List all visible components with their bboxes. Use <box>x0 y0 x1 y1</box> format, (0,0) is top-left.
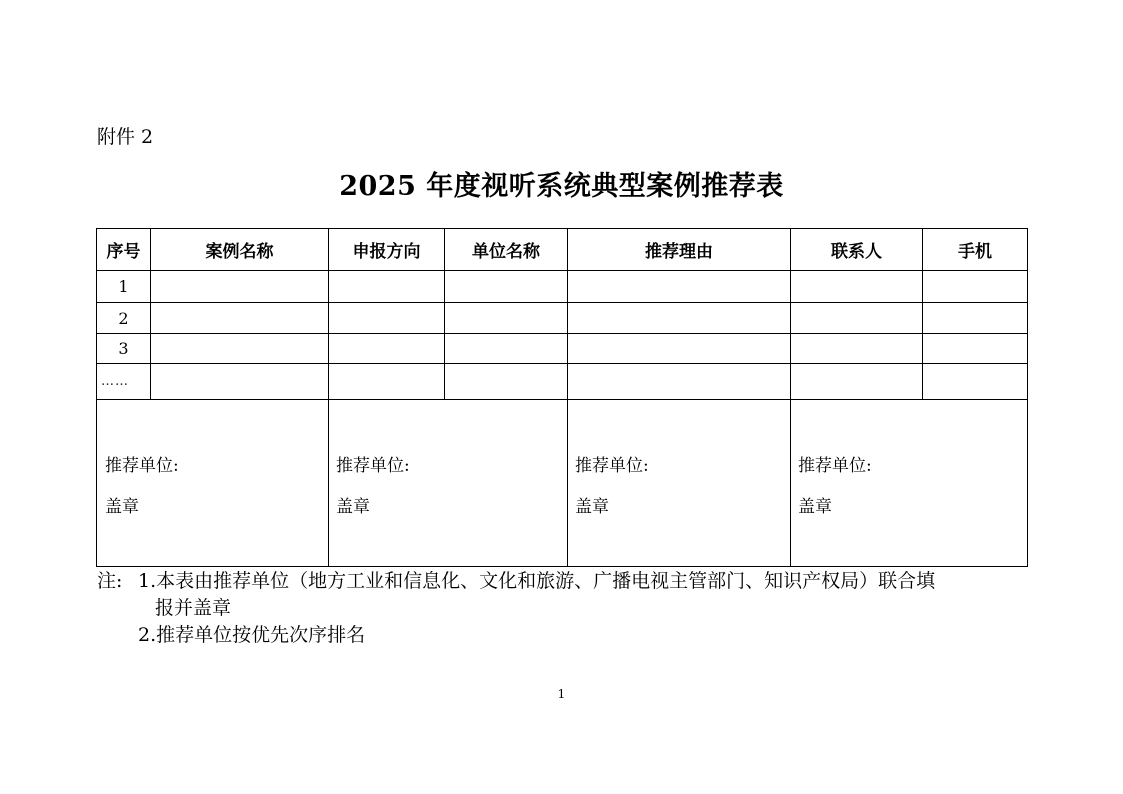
header-unit-name: 单位名称 <box>445 229 568 271</box>
cell-phone[interactable] <box>923 271 1028 303</box>
signature-seal-label: 盖章 <box>105 497 139 517</box>
cell-unit-name[interactable] <box>445 303 568 334</box>
header-phone: 手机 <box>923 229 1028 271</box>
header-direction: 申报方向 <box>329 229 445 271</box>
signature-unit-label: 推荐单位: <box>798 456 872 476</box>
cell-reason[interactable] <box>568 334 791 364</box>
note-item-1: 1.本表由推荐单位（地方工业和信息化、文化和旅游、广播电视主管部门、知识产权局）联合填 <box>138 570 936 592</box>
cell-reason[interactable] <box>568 303 791 334</box>
signature-unit-label: 推荐单位: <box>105 456 179 476</box>
table-row <box>97 271 1028 303</box>
header-seq: 序号 <box>97 229 151 271</box>
row-index: 2 <box>97 303 151 334</box>
signature-seal-label: 盖章 <box>575 497 609 517</box>
header-contact: 联系人 <box>791 229 923 271</box>
signature-unit-label: 推荐单位: <box>336 456 410 476</box>
cell-case-name[interactable] <box>151 334 329 364</box>
table-row <box>97 334 1028 364</box>
signature-row <box>97 400 1028 567</box>
cell-direction[interactable] <box>329 334 445 364</box>
signature-cell <box>97 400 329 567</box>
note-line <box>97 568 935 595</box>
signature-seal-label: 盖章 <box>336 497 370 517</box>
row-index: 3 <box>97 334 151 364</box>
cell-contact[interactable] <box>791 334 923 364</box>
signature-cell <box>791 400 1028 567</box>
cell-direction[interactable] <box>329 303 445 334</box>
document-title: 2025 年度视听系统典型案例推荐表 <box>339 171 784 202</box>
note-item-2: 2.推荐单位按优先次序排名 <box>138 624 366 646</box>
cell-phone[interactable] <box>923 303 1028 334</box>
recommendation-table <box>96 228 1028 567</box>
signature-cell <box>568 400 791 567</box>
cell-case-name[interactable] <box>151 303 329 334</box>
cell-unit-name[interactable] <box>445 364 568 400</box>
header-reason: 推荐理由 <box>568 229 791 271</box>
note-line <box>97 595 935 622</box>
cell-phone[interactable] <box>923 364 1028 400</box>
attachment-label: 附件 2 <box>97 126 154 148</box>
header-case-name: 案例名称 <box>151 229 329 271</box>
note-item-1-continued: 报并盖章 <box>155 597 232 619</box>
cell-phone[interactable] <box>923 334 1028 364</box>
note-prefix: 注: <box>97 570 123 592</box>
cell-unit-name[interactable] <box>445 271 568 303</box>
cell-case-name[interactable] <box>151 271 329 303</box>
cell-reason[interactable] <box>568 364 791 400</box>
table-header-row <box>97 229 1028 271</box>
signature-unit-label: 推荐单位: <box>575 456 649 476</box>
cell-case-name[interactable] <box>151 364 329 400</box>
note-line <box>97 622 935 649</box>
signature-cell <box>329 400 568 567</box>
cell-contact[interactable] <box>791 364 923 400</box>
cell-direction[interactable] <box>329 364 445 400</box>
cell-contact[interactable] <box>791 271 923 303</box>
cell-direction[interactable] <box>329 271 445 303</box>
row-index: …… <box>97 364 151 400</box>
notes <box>97 568 935 649</box>
table-row <box>97 364 1028 400</box>
cell-unit-name[interactable] <box>445 334 568 364</box>
cell-reason[interactable] <box>568 271 791 303</box>
signature-seal-label: 盖章 <box>798 497 832 517</box>
row-index: 1 <box>97 271 151 303</box>
table-row <box>97 303 1028 334</box>
cell-contact[interactable] <box>791 303 923 334</box>
page-number: 1 <box>557 687 566 701</box>
